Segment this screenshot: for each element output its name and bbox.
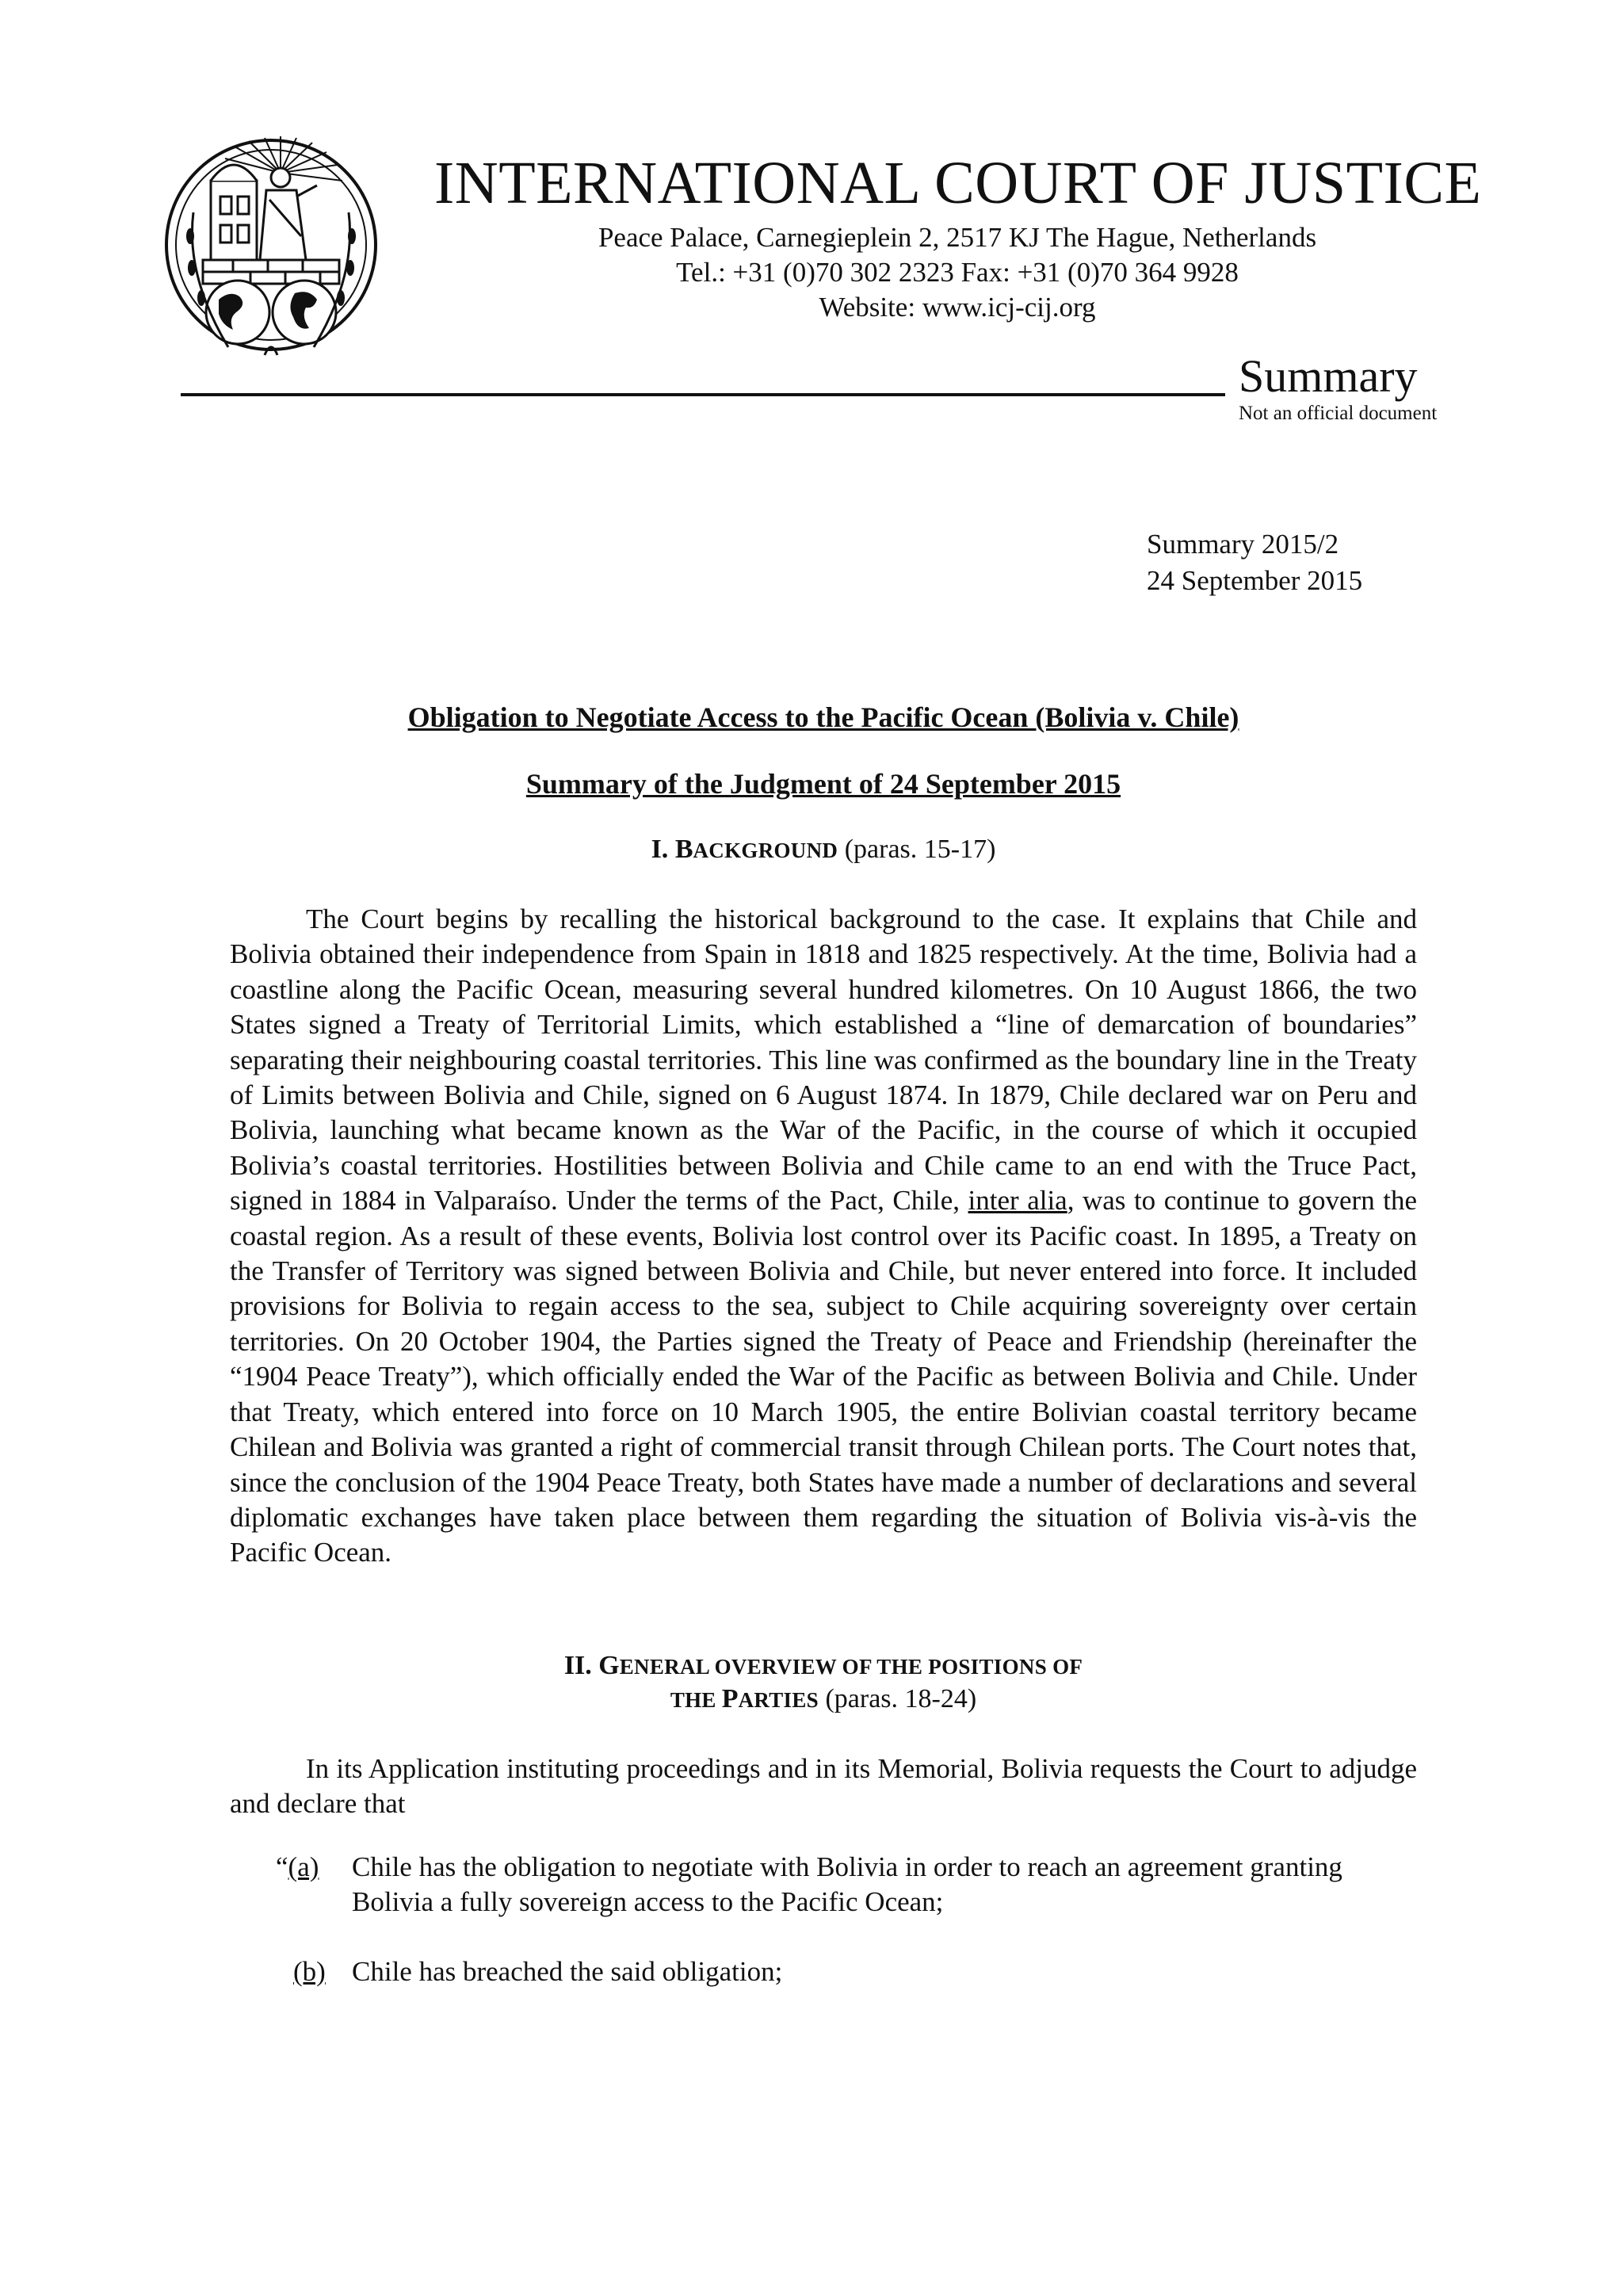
claim-letter: (a) xyxy=(288,1851,319,1882)
header-divider xyxy=(181,393,1225,396)
open-quote: “ xyxy=(276,1851,288,1882)
section-heading-text: ARTIES xyxy=(738,1688,819,1712)
court-website: Website: www.icj-cij.org xyxy=(819,292,1096,323)
section-numeral: I. xyxy=(651,835,675,864)
summary-number: Summary 2015/2 xyxy=(1147,529,1339,560)
section-heading-overview-line2 xyxy=(230,1682,1417,1717)
section-numeral: II. xyxy=(563,1651,599,1680)
section-heading-cap: B xyxy=(674,835,693,864)
case-title: Obligation to Negotiate Access to the Pacific Ocean (Bolivia v. Chile) xyxy=(407,701,1239,733)
claim-text: Chile has the obligation to negotiate with Bolivia in order to reach an agreement granting Bolivia a fully sovereign access to the Pacific Ocean; xyxy=(352,1851,1342,1918)
judgment-subtitle: Summary of the Judgment of 24 September 2015 xyxy=(525,768,1121,800)
court-name: INTERNATIONAL COURT OF JUSTICE xyxy=(434,150,1482,216)
section-heading-text: ENERAL OVERVIEW OF THE POSITIONS OF xyxy=(619,1655,1083,1679)
icj-seal-emblem xyxy=(162,117,380,372)
section-heading-cap: P xyxy=(721,1684,739,1713)
claim-letter: (b) xyxy=(293,1956,326,1987)
section-heading-background xyxy=(230,832,1417,868)
claim-text: Chile has breached the said obligation; xyxy=(352,1956,783,1987)
court-phone-fax: Tel.: +31 (0)70 302 2323 Fax: +31 (0)70 364 9928 xyxy=(676,257,1239,288)
section-heading-text: ACKGROUND xyxy=(693,839,838,862)
section-heading-overview-line1 xyxy=(230,1648,1417,1684)
latin-phrase: inter alia xyxy=(968,1185,1067,1217)
paragraph-text: The Court begins by recalling the historical background to the case. It explains that Chile and Bolivia obtained their independence from Spain in 1818 and 1825 respectively. At the time, Bolivia had a coastline along the Pacific Ocean, measuring several hundred kilometres. On 10 August 1866, the two States signed a Treaty of Territorial Limits, which established a “line of demarcation of boundaries” separating their neighbouring coastal territories. This line was confirmed as the boundary line in the Treaty of Limits between Bolivia and Chile, signed on 6 August 1874. In 1879, Chile declared war on Peru and Bolivia, launching what became known as the War of the Pacific, in the course of which it occupied Bolivia’s coastal territories. Hostilities between Bolivia and Chile came to an end with the Truce Pact, signed in 1884 in Valparaíso. Under the terms of the Pact, Chile, xyxy=(230,904,1417,1217)
disclaimer: Not an official document xyxy=(1239,403,1438,424)
section-heading-text: THE xyxy=(670,1688,722,1712)
summary-date: 24 September 2015 xyxy=(1147,565,1363,596)
section-paras-ref: (paras. 18-24) xyxy=(818,1684,977,1713)
claim-label xyxy=(276,1850,339,1885)
claim-label xyxy=(293,1954,357,1989)
section-heading-cap: G xyxy=(598,1651,620,1680)
overview-intro-paragraph: In its Application instituting proceedings and in its Memorial, Bolivia requests the Court to adjudge and declare that xyxy=(230,1753,1417,1820)
document-type-label: Summary xyxy=(1239,350,1418,402)
court-address: Peace Palace, Carnegieplein 2, 2517 KJ The Hague, Netherlands xyxy=(598,222,1317,253)
background-paragraph xyxy=(230,902,1417,1571)
paragraph-text: , was to continue to govern the coastal region. As a result of these events, Bolivia lost control over its Pacific coast. In 1895, a Treaty on the Transfer of Territory was signed between Bolivia and Chile, but never entered into force. It included provisions for Bolivia to regain access to the sea, subject to Chile acquiring sovereignty over certain territories. On 20 October 1904, the Parties signed the Treaty of Peace and Friendship (hereinafter the “1904 Peace Treaty”), which officially ended the War of the Pacific as between Bolivia and Chile. Under that Treaty, which entered into force on 10 March 1905, the entire Bolivian coastal territory became Chilean and Bolivia was granted a right of commercial transit through Chilean ports. The Court notes that, since the conclusion of the 1904 Peace Treaty, both States have made a number of declarations and several diplomatic exchanges have taken place between them regarding the situation of Bolivia vis-à-vis the Pacific Ocean. xyxy=(230,1185,1417,1568)
section-paras-ref: (paras. 15-17) xyxy=(838,835,996,864)
